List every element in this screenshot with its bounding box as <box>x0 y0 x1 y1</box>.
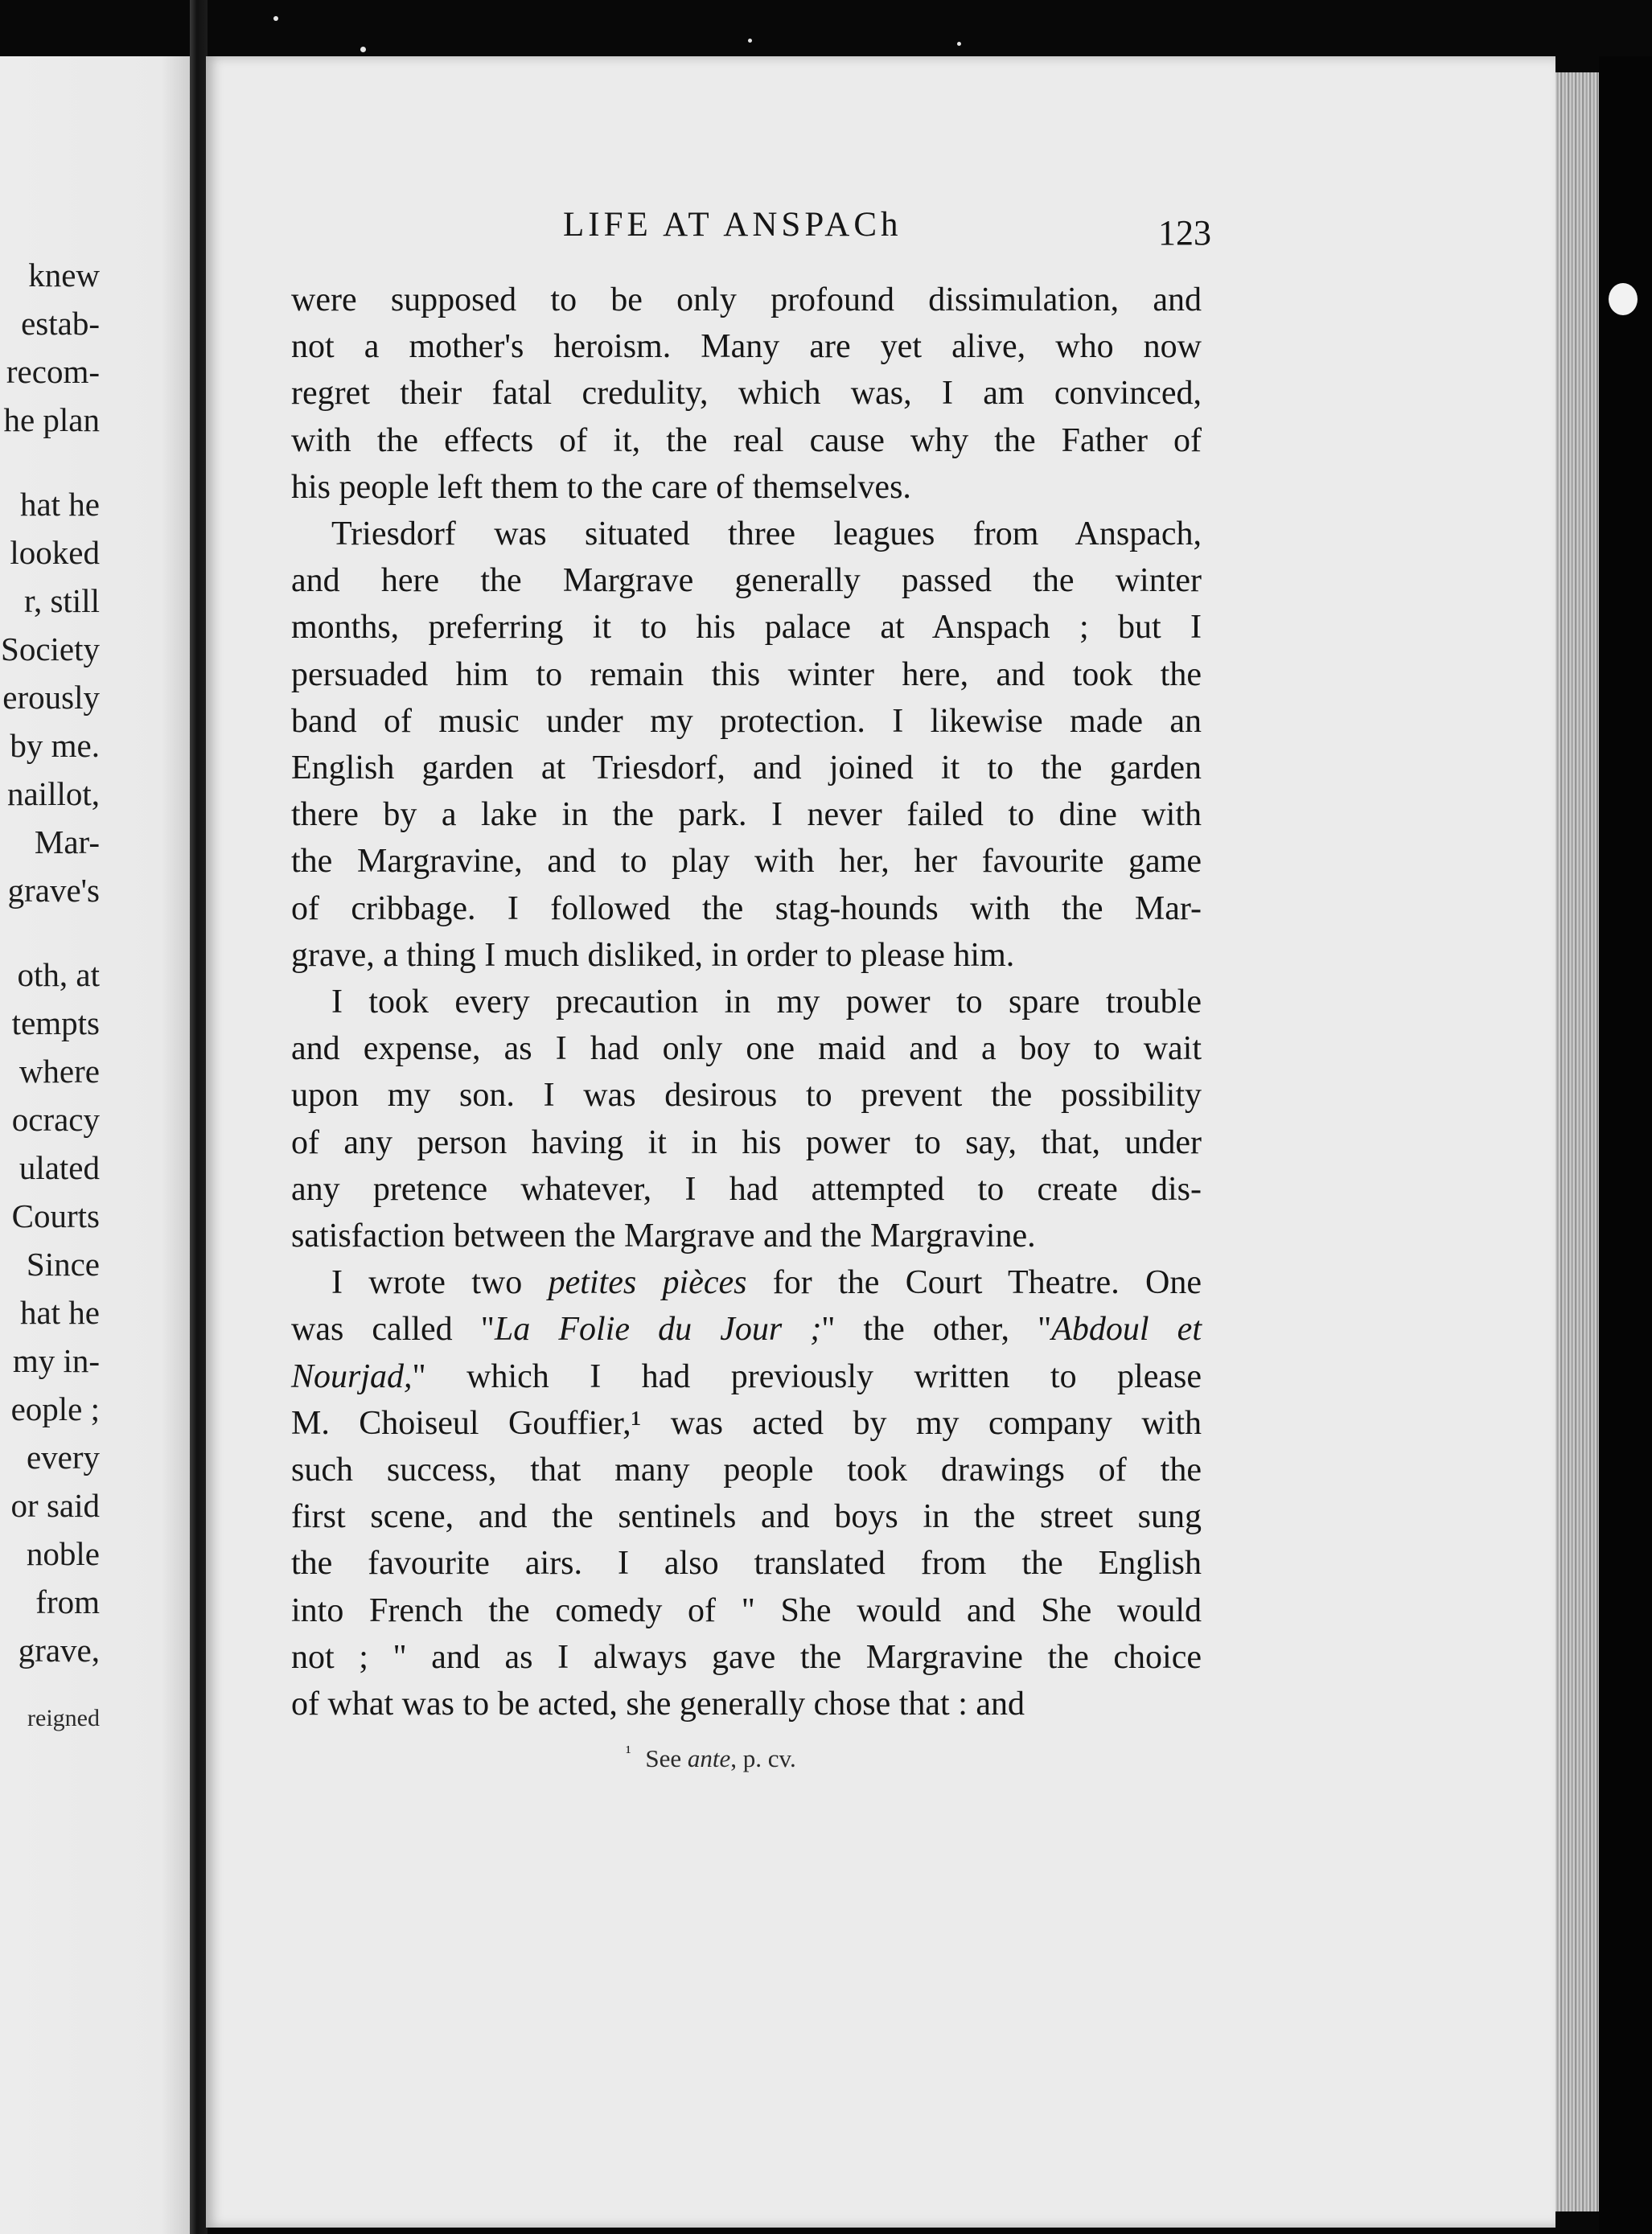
body-line: months, preferring it to his palace at Anspach ; but I <box>291 609 1202 646</box>
body-line: Nourjad," which I had previously written to please <box>291 1358 1202 1395</box>
body-line: the favourite airs. I also translated from the English <box>291 1545 1202 1582</box>
body-line: not a mother's heroism. Many are yet alive, who now <box>291 328 1202 365</box>
left-page-line: Society <box>1 630 100 667</box>
left-page-line: my in- <box>12 1342 100 1379</box>
left-page-line: estab- <box>21 305 100 342</box>
body-line: persuaded him to remain this winter here, and took the <box>291 656 1202 693</box>
left-page-line: ocracy <box>11 1101 100 1138</box>
left-page-line: r, still <box>23 582 100 619</box>
body-line: I took every precaution in my power to spare trouble <box>331 984 1202 1020</box>
body-line: was called "La Folie du Jour ;" the other, "Abdoul et <box>291 1311 1202 1348</box>
left-page-line: from <box>35 1583 100 1620</box>
left-page-line: grave's <box>7 872 100 909</box>
footnote-marker: ¹ <box>626 1742 631 1762</box>
body-line: his people left them to the care of themselves. <box>291 469 911 506</box>
left-page-line: naillot, <box>6 775 100 812</box>
left-page-line: ulated <box>18 1149 100 1186</box>
left-page-line: Since <box>26 1246 100 1283</box>
left-page-line: Mar- <box>34 823 100 860</box>
body-line: Triesdorf was situated three leagues from Anspach, <box>331 515 1202 552</box>
page-edges <box>1555 72 1601 2211</box>
footnote <box>626 1743 796 1771</box>
left-page-line: hat he <box>19 486 100 523</box>
body-line: I wrote two petites pièces for the Court Theatre. One <box>331 1264 1202 1301</box>
body-line: satisfaction between the Margrave and the Margravine. <box>291 1218 1036 1255</box>
left-page-line: looked <box>10 534 100 571</box>
page-number: 123 <box>1158 213 1211 253</box>
punch-hole-mark <box>1609 283 1638 315</box>
left-page-line: knew <box>28 257 100 294</box>
body-line: of what was to be acted, she generally chose that : and <box>291 1686 1025 1723</box>
book-gutter <box>190 0 208 2234</box>
left-page-line: he plan <box>3 401 100 438</box>
body-line: and here the Margrave generally passed the winter <box>291 562 1202 599</box>
left-page-line: every <box>26 1439 100 1476</box>
body-line: regret their fatal credulity, which was, I am convinced, <box>291 375 1202 412</box>
body-line: English garden at Triesdorf, and joined it to the garden <box>291 749 1202 786</box>
body-line: into French the comedy of " She would and She would <box>291 1592 1202 1629</box>
body-line: such success, that many people took drawings of the <box>291 1452 1202 1489</box>
left-page-line: Courts <box>11 1197 100 1234</box>
left-page-line: or said <box>10 1487 100 1524</box>
left-page-line: noble <box>26 1535 100 1572</box>
footnote-text: See ante, p. cv. <box>645 1744 796 1773</box>
running-title: LIFE AT ANSPACh <box>563 206 902 244</box>
scan-background-right <box>1599 56 1652 2234</box>
left-page-line: erously <box>2 679 100 716</box>
body-line: M. Choiseul Gouffier,¹ was acted by my company with <box>291 1405 1202 1442</box>
body-line: of any person having it in his power to say, that, under <box>291 1124 1202 1161</box>
body-line: upon my son. I was desirous to prevent the possibility <box>291 1077 1202 1114</box>
body-line: not ; " and as I always gave the Margravine the choice <box>291 1639 1202 1676</box>
left-page-line: oth, at <box>17 956 100 993</box>
left-page-footnote-fragment: reigned <box>27 1705 100 1731</box>
left-facing-page <box>0 56 190 2234</box>
left-page-line: eople ; <box>10 1390 100 1427</box>
body-line: and expense, as I had only one maid and a boy to wait <box>291 1030 1202 1067</box>
body-line: of cribbage. I followed the stag-hounds with the Mar- <box>291 890 1202 927</box>
body-line: any pretence whatever, I had attempted to create dis- <box>291 1171 1202 1208</box>
left-page-line: recom- <box>6 353 100 390</box>
left-page-line: grave, <box>18 1632 100 1669</box>
body-line: grave, a thing I much disliked, in order to please him. <box>291 937 1015 974</box>
body-line: band of music under my protection. I likewise made an <box>291 703 1202 740</box>
body-line: first scene, and the sentinels and boys in the street sung <box>291 1498 1202 1535</box>
left-page-line: tempts <box>11 1004 100 1041</box>
body-line: with the effects of it, the real cause why the Father of <box>291 422 1202 459</box>
body-line: were supposed to be only profound dissimulation, and <box>291 281 1202 318</box>
left-page-line: hat he <box>19 1294 100 1331</box>
body-line: the Margravine, and to play with her, her favourite game <box>291 843 1202 880</box>
left-page-line: where <box>18 1053 100 1090</box>
left-page-line: by me. <box>10 727 100 764</box>
body-line: there by a lake in the park. I never failed to dine with <box>291 796 1202 833</box>
